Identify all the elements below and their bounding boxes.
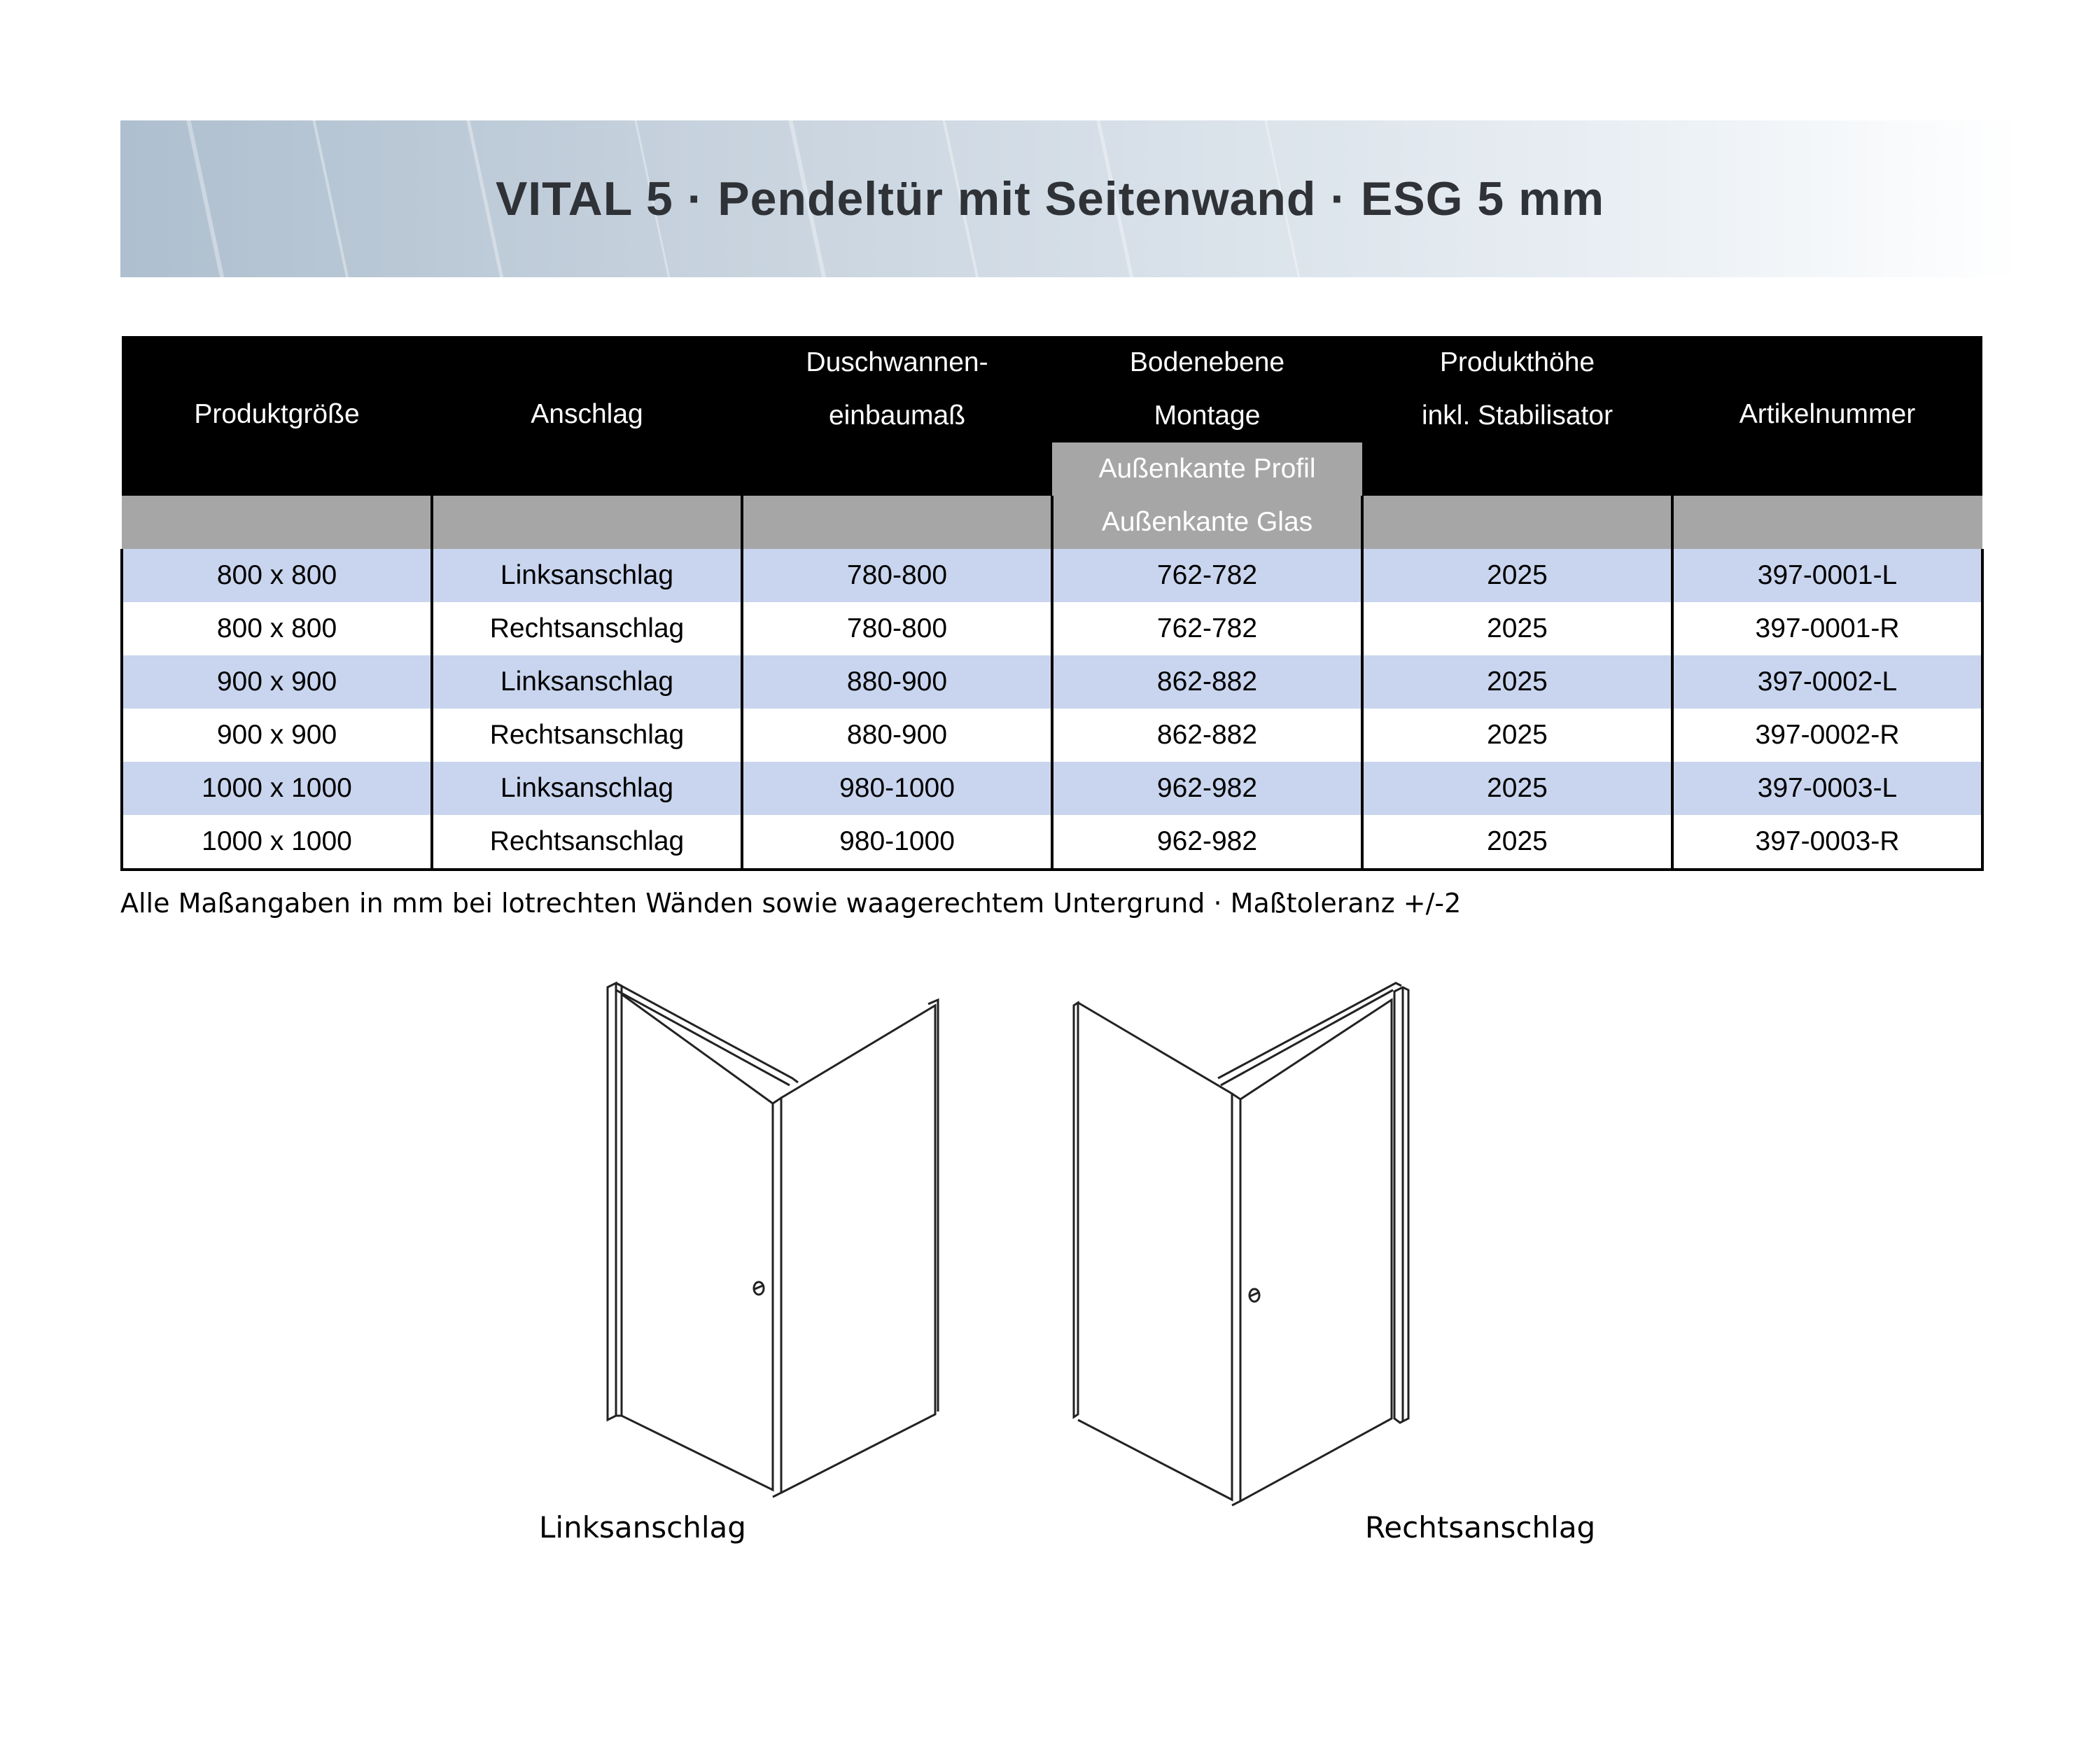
header-boden-line2: Montage <box>1052 389 1362 443</box>
cell-einbaumass: 780-800 <box>742 602 1052 655</box>
cell-artikelnummer: 397-0001-R <box>1672 602 1982 655</box>
footnote: Alle Maßangaben in mm bei lotrechten Wänden sowie waagerechtem Untergrund · Maßtoleranz +/-2 <box>120 888 1462 919</box>
product-table <box>120 336 1981 871</box>
cell-produktgroesse: 800 x 800 <box>122 602 432 655</box>
header-artikel: Artikelnummer <box>1672 336 1982 443</box>
table-row <box>122 815 1982 870</box>
cell-produkthoehe: 2025 <box>1362 815 1672 870</box>
label-rechtsanschlag: Rechtsanschlag <box>1365 1510 1596 1545</box>
header-aussenkante-glas: Außenkante Glas <box>1052 496 1362 549</box>
table-row <box>122 549 1982 602</box>
cell-einbaumass: 880-900 <box>742 709 1052 762</box>
cell-bodenebene: 962-982 <box>1052 762 1362 815</box>
cell-bodenebene: 762-782 <box>1052 549 1362 602</box>
cell-produkthoehe: 2025 <box>1362 549 1672 602</box>
cell-anschlag: Linksanschlag <box>432 762 742 815</box>
header-duschwannen-line1: Duschwannen- <box>742 336 1052 389</box>
cell-produkthoehe: 2025 <box>1362 762 1672 815</box>
cell-bodenebene: 962-982 <box>1052 815 1362 870</box>
cell-anschlag: Linksanschlag <box>432 655 742 709</box>
cell-anschlag: Rechtsanschlag <box>432 602 742 655</box>
header-hoehe-line1: Produkthöhe <box>1362 336 1672 389</box>
header-hoehe-line2: inkl. Stabilisator <box>1362 389 1672 443</box>
cell-produktgroesse: 900 x 900 <box>122 655 432 709</box>
cell-artikelnummer: 397-0003-R <box>1672 815 1982 870</box>
header-aussenkante-profil: Außenkante Profil <box>1052 443 1362 496</box>
product-drawings <box>0 966 2100 1582</box>
header-duschwannen-line2: einbaumaß <box>742 389 1052 443</box>
cell-artikelnummer: 397-0002-R <box>1672 709 1982 762</box>
cell-einbaumass: 980-1000 <box>742 762 1052 815</box>
title-banner <box>120 120 2100 277</box>
left-hinge-drawing <box>608 983 938 1497</box>
cell-bodenebene: 762-782 <box>1052 602 1362 655</box>
shower-drawings <box>0 966 2100 1582</box>
cell-produkthoehe: 2025 <box>1362 709 1672 762</box>
cell-anschlag: Rechtsanschlag <box>432 815 742 870</box>
table-row <box>122 655 1982 709</box>
cell-bodenebene: 862-882 <box>1052 709 1362 762</box>
cell-produkthoehe: 2025 <box>1362 602 1672 655</box>
cell-produktgroesse: 800 x 800 <box>122 549 432 602</box>
cell-anschlag: Rechtsanschlag <box>432 709 742 762</box>
cell-produktgroesse: 1000 x 1000 <box>122 815 432 870</box>
cell-artikelnummer: 397-0002-L <box>1672 655 1982 709</box>
table-row <box>122 709 1982 762</box>
cell-anschlag: Linksanschlag <box>432 549 742 602</box>
cell-einbaumass: 980-1000 <box>742 815 1052 870</box>
cell-produkthoehe: 2025 <box>1362 655 1672 709</box>
cell-artikelnummer: 397-0003-L <box>1672 762 1982 815</box>
page-title: VITAL 5 · Pendeltür mit Seitenwand · ESG 5 mm <box>495 172 1605 225</box>
table-row <box>122 762 1982 815</box>
table-row <box>122 602 1982 655</box>
header-anschlag: Anschlag <box>432 336 742 443</box>
header-produktgroesse: Produktgröße <box>122 336 432 443</box>
cell-produktgroesse: 1000 x 1000 <box>122 762 432 815</box>
right-hinge-drawing <box>1074 983 1408 1505</box>
cell-einbaumass: 780-800 <box>742 549 1052 602</box>
cell-produktgroesse: 900 x 900 <box>122 709 432 762</box>
cell-bodenebene: 862-882 <box>1052 655 1362 709</box>
header-boden-line1: Bodenebene <box>1052 336 1362 389</box>
label-linksanschlag: Linksanschlag <box>539 1510 746 1545</box>
cell-einbaumass: 880-900 <box>742 655 1052 709</box>
cell-artikelnummer: 397-0001-L <box>1672 549 1982 602</box>
